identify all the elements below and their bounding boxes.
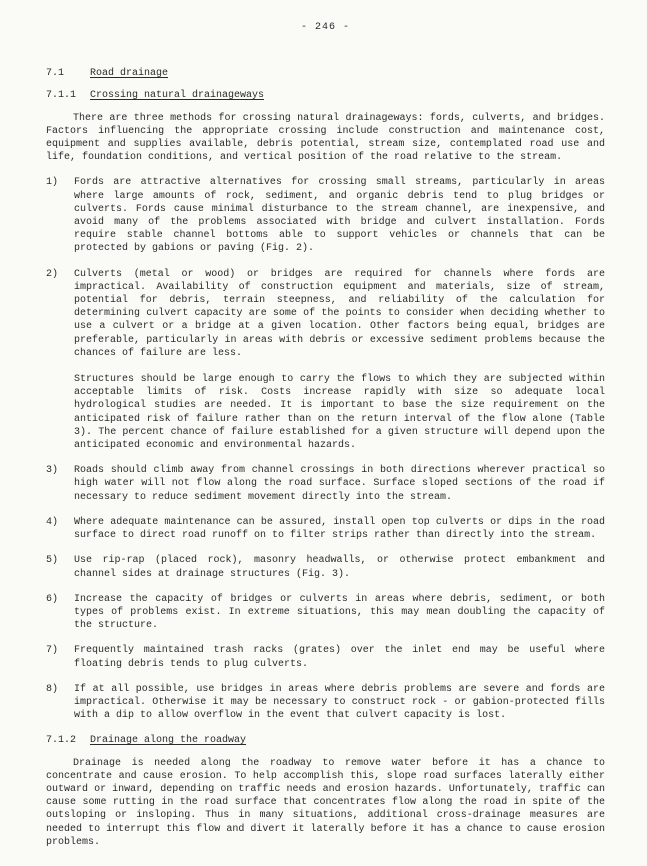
- list-item-body: [74, 593, 605, 633]
- list-item-number: 7): [46, 645, 59, 657]
- section-heading-7-1-1: [46, 89, 605, 102]
- list-item-body: [74, 268, 605, 453]
- list-item-body: [74, 683, 605, 723]
- section-number: 7.1.2: [46, 735, 77, 747]
- list-item-number: 4): [46, 516, 59, 528]
- list-item-text: Culverts (metal or wood) or bridges are required for channels where fords are impractical. Availability of construction equipment and materials, size of stream, potential for debris, terrain steepness, and reliability of the calculation for determining culvert capacity are some of the points to consider when deciding whether to use a culvert or a bridge at a given location. Other factors being equal, bridges are preferable, particularly in areas with debris or excessive sediment problems because the chances of failure are less.: [74, 268, 605, 359]
- list-item-text: Where adequate maintenance can be assured, install open top culverts or dips in the road surface to direct road runoff on to filter strips rather than directly into the stream.: [74, 516, 605, 542]
- list-item: [46, 644, 605, 670]
- list-item: [46, 683, 605, 723]
- list-item: [46, 554, 605, 580]
- section-heading-7-1-2: [46, 734, 605, 747]
- list-item-text: Roads should climb away from channel crossings in both directions wherever practical so high water will not flow along the road surface. Surface sloped sections of the road if necessary to reduce sediment movement directly into the stream.: [74, 465, 605, 503]
- list-item-continuation-text: Structures should be large enough to carry the flows to which they are subjected within acceptable limits of risk. Costs increase rapidly with size so adequate local hydrological studies are needed. It is important to base the size requirement on the anticipated risk of failure rather than on the return interval of the flow alone (Table 3). The percent chance of failure established for a given structure will depend upon the anticipated economic and environmental hazards.: [74, 374, 605, 452]
- list-item-number: 3): [46, 465, 59, 477]
- list-item-body: [74, 176, 605, 255]
- section-number: 7.1: [46, 68, 65, 80]
- list-item: [46, 268, 605, 453]
- section-title: Crossing natural drainageways: [90, 90, 265, 102]
- list-item-text: Frequently maintained trash racks (grates) over the inlet end may be useful where floating debris tends to plug culverts.: [74, 645, 605, 670]
- list-item-body: [74, 464, 605, 504]
- list-item: [46, 593, 605, 633]
- section-title: Road drainage: [90, 68, 169, 80]
- list-item-body: [74, 644, 605, 670]
- list-item-body: [74, 516, 605, 542]
- list-item-text: Increase the capacity of bridges or culverts in areas where debris, sediment, or both types of problems exist. In extreme situations, this may mean doubling the capacity of the structure.: [74, 593, 605, 632]
- closing-paragraph: Drainage is needed along the roadway to remove water before it has a chance to concentrate and cause erosion. To help accomplish this, slope road surfaces laterally either outward or inward, depending on traffic needs and erosion hazards. Unfortunately, traffic can cause some rutting in the road surface that concentrates flow along the road in spite of the outsloping or insloping. Thus in many situations, additional cross-drainage measures are needed to interrupt this flow and divert it laterally before it has a chance to cause erosion problems.: [46, 757, 605, 848]
- list-item: [46, 516, 605, 542]
- list-item-number: 6): [46, 593, 59, 605]
- page-number: - 246 -: [300, 22, 350, 33]
- section-heading-7-1: [46, 67, 605, 80]
- list-item-body: [74, 554, 605, 580]
- intro-paragraph: There are three methods for crossing natural drainageways: fords, culverts, and bridges. Factors influencing the appropriate crossing include construction and maintenance cost, equipment and supplies available, debris potential, stream size, contemplated road use and life, foundation conditions, and vertical position of the road relative to the stream.: [46, 112, 605, 164]
- list-item-number: 2): [46, 268, 59, 280]
- list-item-text: Fords are attractive alternatives for crossing small streams, particularly in areas where large amounts of rock, sediment, and organic debris tend to plug bridges or culverts. Fords cause minimal disturbance to the stream channel, are inexpensive, and avoid many of the problems associated with bridge and culvert installation. Fords require stable channel bottoms able to support vehicles or channels that can be protected by gabions or paving (Fig. 2).: [74, 177, 605, 255]
- list-item-text: If at all possible, use bridges in areas where debris problems are severe and fords are impractical. Otherwise it may be necessary to construct rock - or gabion-protected fills with a dip to allow overflow in the event that culvert capacity is lost.: [74, 683, 605, 722]
- section-title: Drainage along the roadway: [90, 735, 247, 747]
- section-number: 7.1.1: [46, 90, 77, 102]
- list-item-text: Use rip-rap (placed rock), masonry headwalls, or otherwise protect embankment and channel sides at drainage structures (Fig. 3).: [74, 555, 605, 580]
- list-item-number: 1): [46, 177, 59, 189]
- list-item-number: 8): [46, 683, 59, 695]
- list-item-number: 5): [46, 555, 59, 567]
- list-item: [46, 176, 605, 255]
- list-item: [46, 464, 605, 504]
